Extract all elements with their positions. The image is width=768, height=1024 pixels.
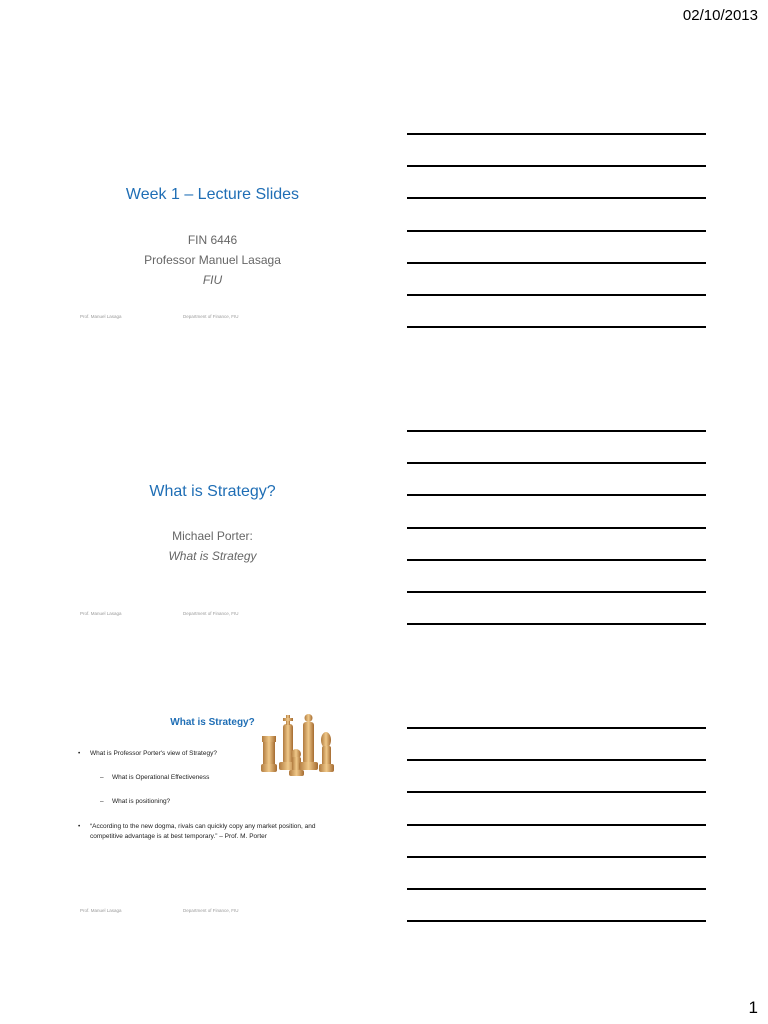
slide-1-footer-dept: Department of Finance, FIU [183, 314, 239, 319]
notes-line [407, 559, 706, 561]
slide-1-course: FIN 6446 [187, 233, 238, 247]
notes-line [407, 856, 706, 858]
notes-line [407, 165, 706, 167]
notes-line [407, 462, 706, 464]
notes-line [407, 430, 706, 432]
slide-3-footer-author: Prof. Manuel Lasaga [80, 908, 122, 913]
notes-line [407, 527, 706, 529]
notes-line [407, 888, 706, 890]
notes-line [407, 230, 706, 232]
slide-3-footer-dept: Department of Finance, FIU [183, 908, 239, 913]
notes-line [407, 197, 706, 199]
bullet-item [78, 750, 217, 757]
notes-line [407, 494, 706, 496]
slide-3-title: What is Strategy? [170, 717, 255, 728]
slide-2 [70, 418, 355, 633]
page-date: 02/10/2013 [682, 7, 758, 24]
slide-3 [70, 700, 355, 915]
slide-1-footer-author: Prof. Manuel Lasaga [80, 314, 122, 319]
slide-2-footer-dept: Department of Finance, FIU [183, 611, 239, 616]
slide-2-title: What is Strategy? [149, 483, 276, 500]
chess-pieces-image [260, 712, 340, 782]
bullet-text: What is Operational Effectiveness [112, 774, 210, 781]
slide-1 [70, 120, 355, 335]
notes-line [407, 623, 706, 625]
slide-1-institution: FIU [202, 273, 223, 287]
bullet-item [100, 774, 209, 781]
bullet-item [100, 798, 170, 805]
page-number: 1 [748, 998, 758, 1017]
bullet-mark: • [78, 823, 81, 830]
slide-2-footer-author: Prof. Manuel Lasaga [80, 611, 122, 616]
notes-line [407, 591, 706, 593]
notes-line [407, 727, 706, 729]
slide-1-professor: Professor Manuel Lasaga [144, 253, 281, 267]
bullet-text: What is positioning? [112, 798, 171, 805]
slide-2-work: What is Strategy [168, 549, 257, 563]
bullet-mark: – [100, 798, 104, 805]
notes-line [407, 920, 706, 922]
bullet-mark: • [78, 750, 81, 757]
slide-2-author: Michael Porter: [172, 529, 253, 543]
bullet-item [78, 822, 348, 842]
notes-line [407, 824, 706, 826]
notes-line [407, 262, 706, 264]
notes-line [407, 133, 706, 135]
notes-line [407, 791, 706, 793]
notes-line [407, 294, 706, 296]
bullet-text: What is Professor Porter's view of Strategy? [90, 750, 217, 757]
bullet-text: “According to the new dogma, rivals can quickly copy any market position, and competitive advantage is at best temporary.” – Prof. M. Porter [90, 823, 316, 840]
bullet-mark: – [100, 774, 104, 781]
slide-1-title: Week 1 – Lecture Slides [125, 186, 300, 203]
notes-line [407, 759, 706, 761]
notes-line [407, 326, 706, 328]
